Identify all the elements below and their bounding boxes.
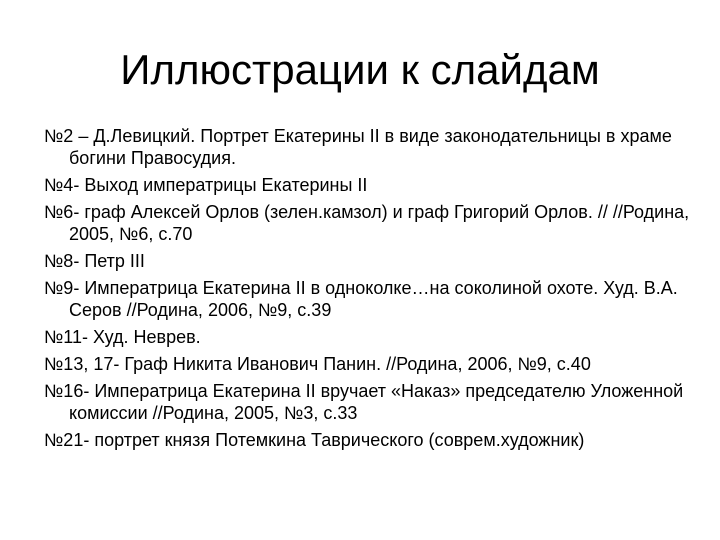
list-item: №6- граф Алексей Орлов (зелен.камзол) и граф Григорий Орлов. // //Родина, 2005, №6, с.70 bbox=[44, 202, 690, 244]
list-item: №16- Императрица Екатерина II вручает «Наказ» председателю Уложенной комиссии //Родина, 2005, №3, с.33 bbox=[44, 381, 684, 423]
list-item: №4- Выход императрицы Екатерины II bbox=[44, 175, 368, 195]
illustration-list bbox=[44, 125, 694, 456]
list-item: №21- портрет князя Потемкина Таврического (соврем.художник) bbox=[44, 430, 585, 450]
list-item: №2 – Д.Левицкий. Портрет Екатерины II в виде законодательницы в храме богини Правосудия. bbox=[44, 126, 672, 168]
list-item: №11- Худ. Неврев. bbox=[44, 327, 201, 347]
list-item: №8- Петр III bbox=[44, 251, 145, 271]
list-item: №9- Императрица Екатерина II в одноколке…на соколиной охоте. Худ. В.А. Серов //Родина, 2006, №9, с.39 bbox=[44, 278, 678, 320]
list-item: №13, 17- Граф Никита Иванович Панин. //Родина, 2006, №9, с.40 bbox=[44, 354, 591, 374]
slide-title: Иллюстрации к слайдам bbox=[120, 46, 600, 93]
